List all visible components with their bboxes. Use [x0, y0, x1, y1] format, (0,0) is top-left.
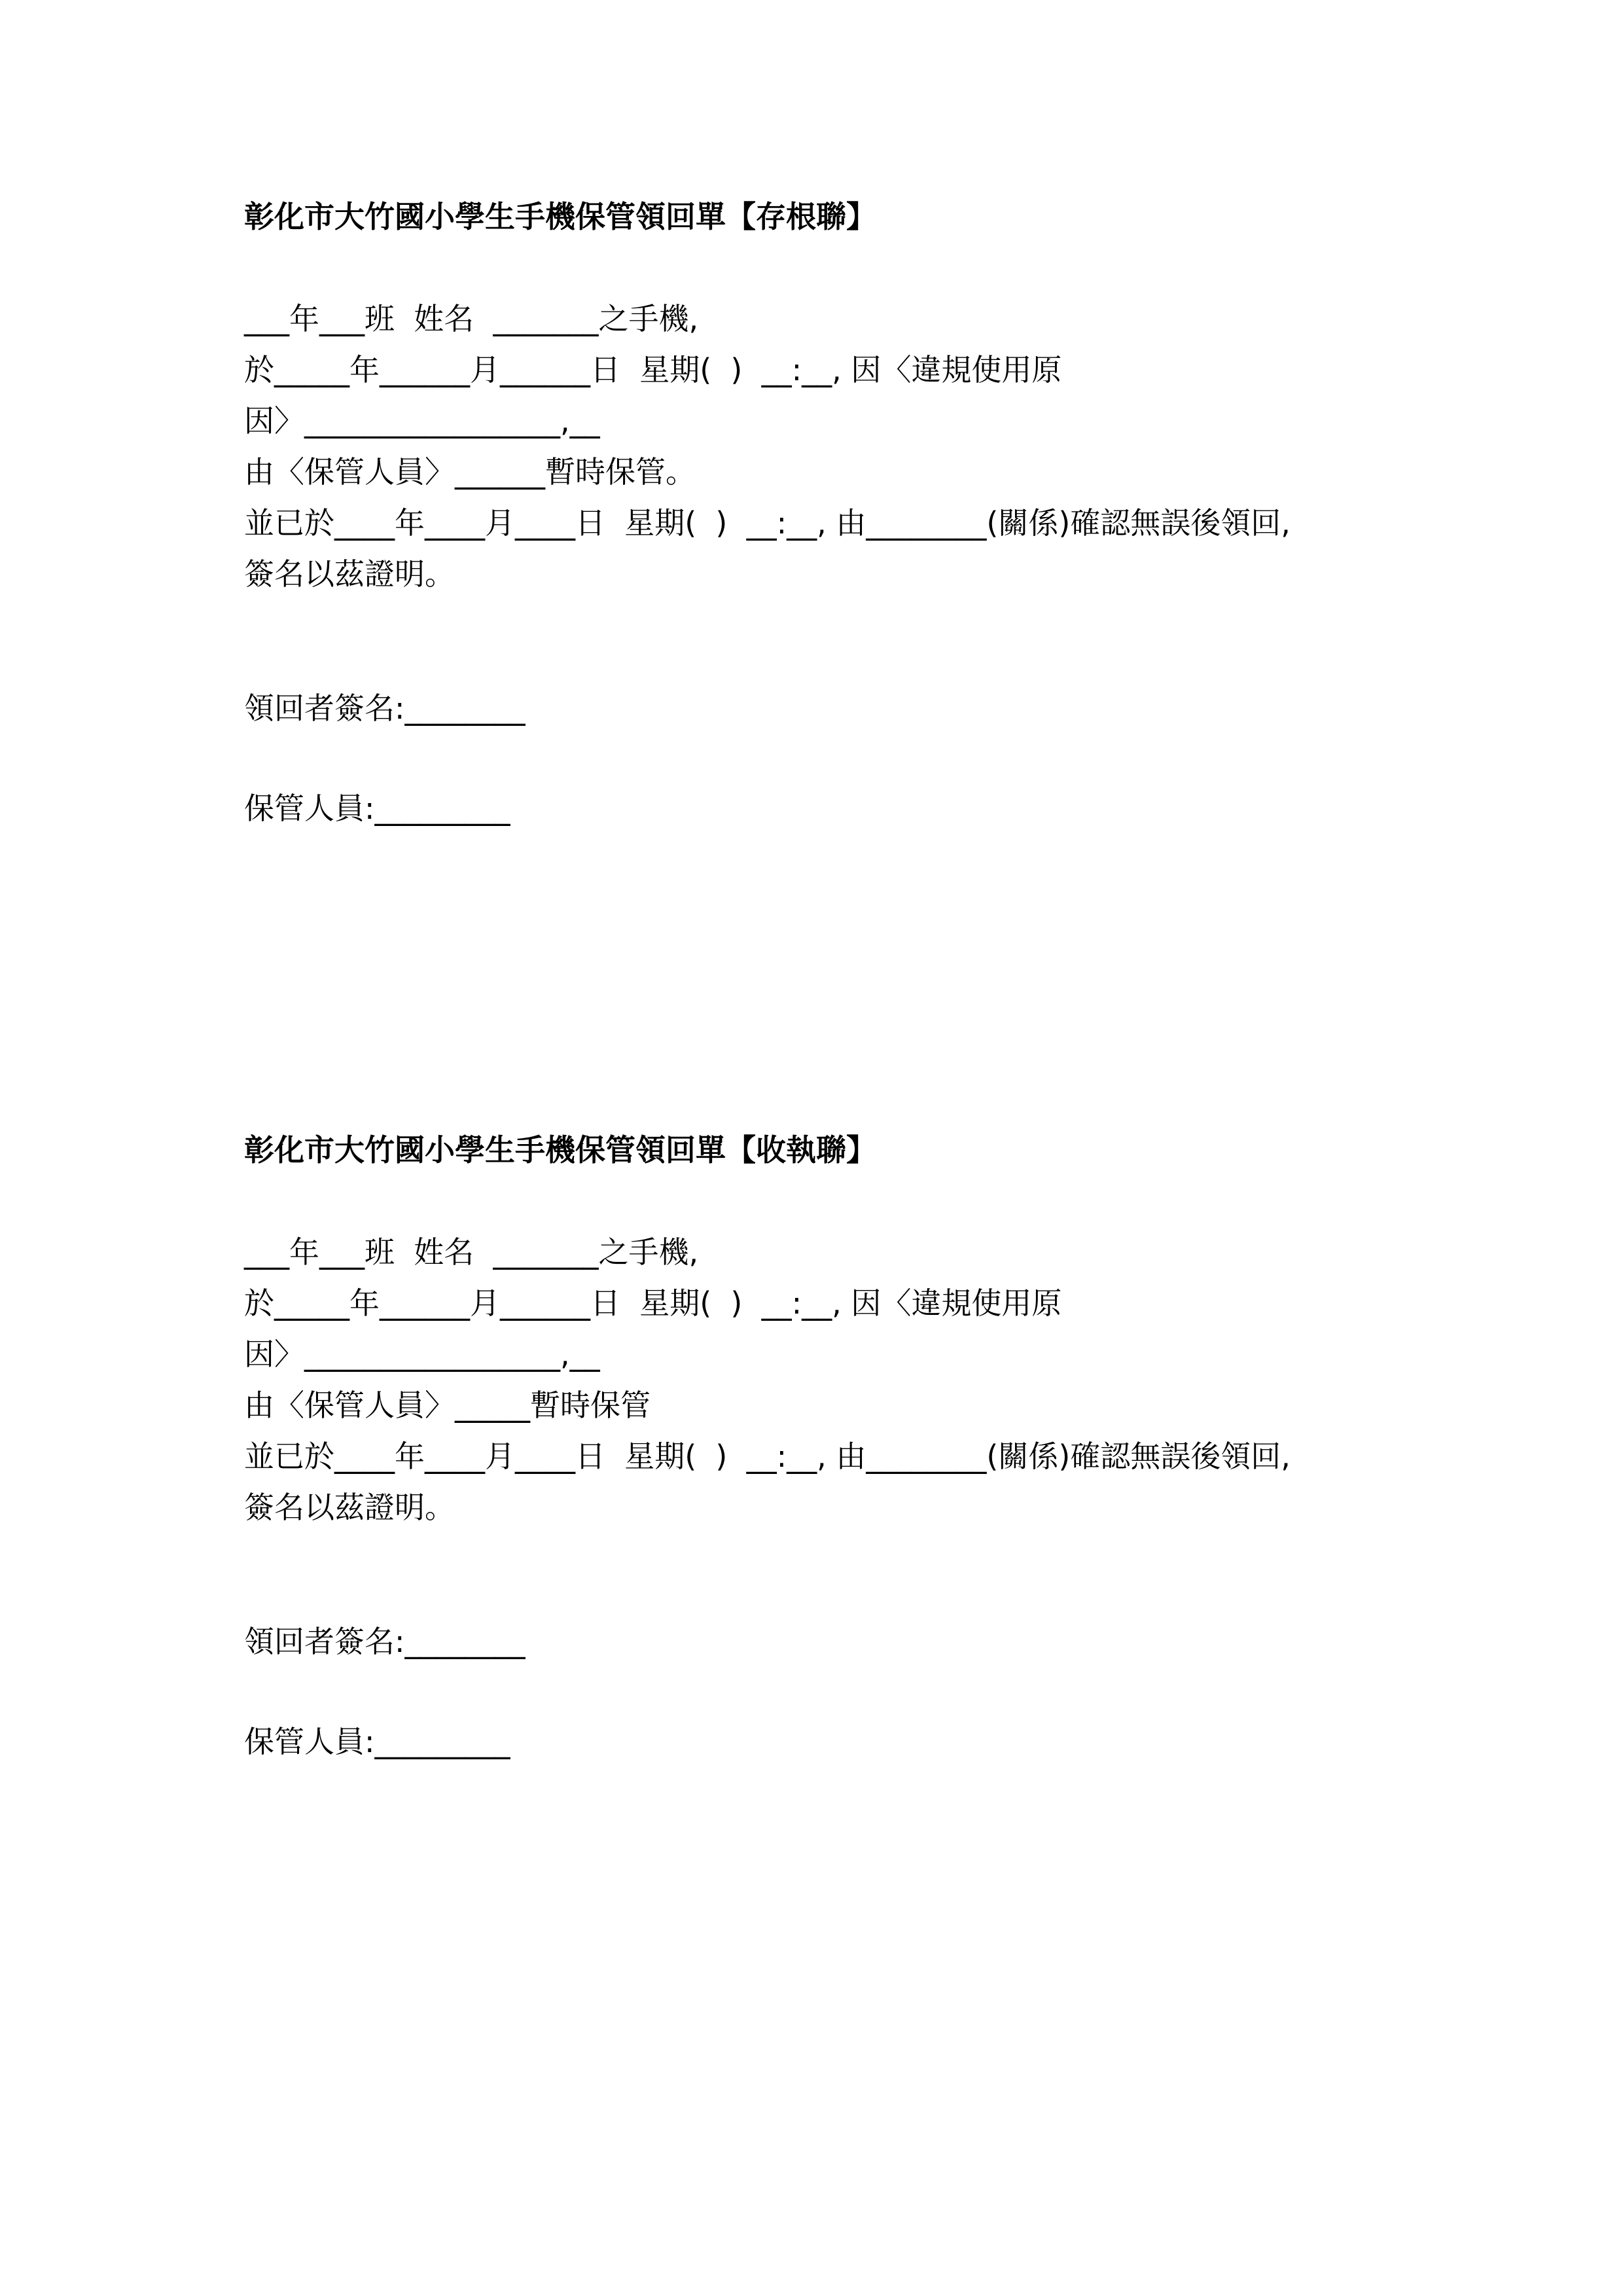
- line-violation-reason-blank: 因〉_________________,__: [244, 1336, 600, 1372]
- line-custodian-keeping: 由〈保管人員〉_____暫時保管: [244, 1388, 651, 1423]
- line-violation-reason-blank: 因〉_________________,__: [244, 403, 600, 439]
- line-signature-statement: 簽名以茲證明。: [244, 556, 455, 592]
- line-return-datetime: 並已於____年____月____日 星期( ) __:__, 由________(關係)確認無誤後領回,: [244, 1439, 1291, 1474]
- line-return-datetime: 並已於____年____月____日 星期( ) __:__, 由________(關係)確認無誤後領回,: [244, 505, 1291, 541]
- custodian-signature-line: 保管人員:_________: [244, 1724, 510, 1759]
- line-confiscation-datetime: 於_____年______月______日 星期( ) __:__, 因〈違規使用原: [244, 352, 1062, 387]
- form-title-stub: 彰化市大竹國小學生手機保管領回單【存根聯】: [244, 199, 876, 234]
- form-title-receipt: 彰化市大竹國小學生手機保管領回單【收執聯】: [244, 1132, 876, 1168]
- section-receipt-copy: [244, 1124, 1544, 1767]
- line-signature-statement: 簽名以茲證明。: [244, 1490, 455, 1525]
- retriever-signature-line: 領回者簽名:________: [244, 1624, 526, 1659]
- section-stub-copy: [244, 191, 1544, 834]
- line-confiscation-datetime: 於_____年______月______日 星期( ) __:__, 因〈違規使用原: [244, 1285, 1062, 1321]
- retriever-signature-line: 領回者簽名:________: [244, 691, 526, 726]
- line-student-info: ___年___班 姓名 _______之手機,: [244, 301, 699, 336]
- custodian-signature-line: 保管人員:_________: [244, 791, 510, 826]
- line-custodian-keeping: 由〈保管人員〉______暫時保管。: [244, 454, 696, 490]
- line-student-info: ___年___班 姓名 _______之手機,: [244, 1234, 699, 1270]
